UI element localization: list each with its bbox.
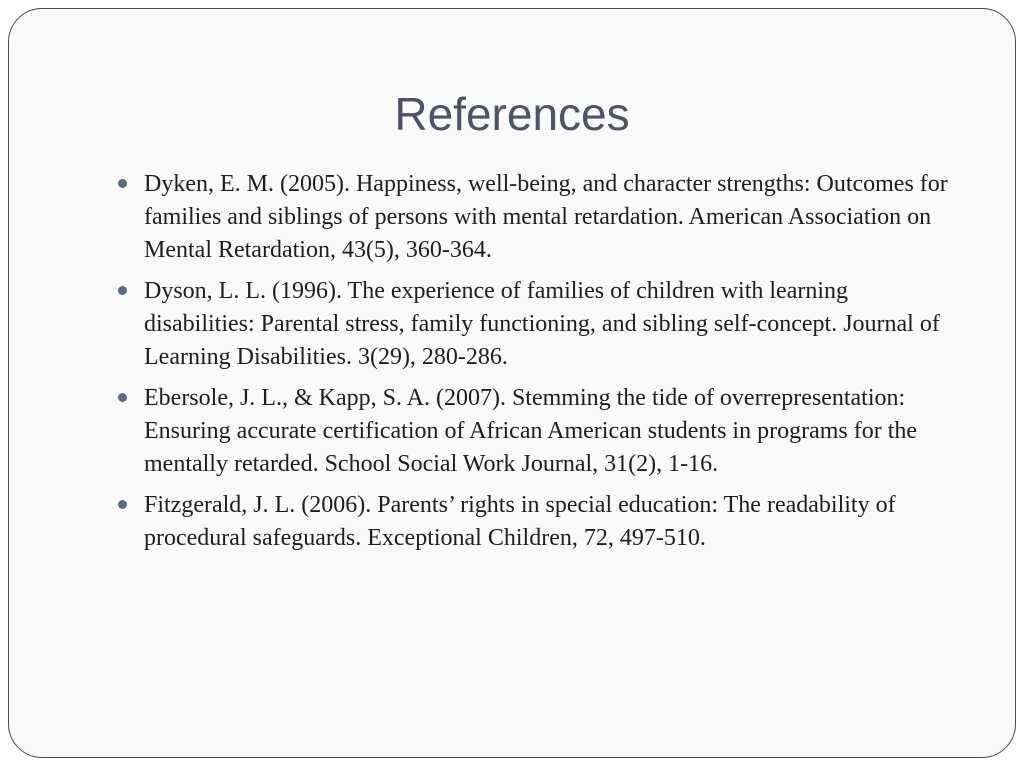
reference-text: Dyken, E. M. (2005). Happiness, well-being, and character strengths: Outcomes for families and siblings of persons with mental retardation. American Association on Mental Retardation, 43(5), 360-364. — [144, 171, 948, 263]
reference-item — [118, 168, 960, 267]
reference-text: Dyson, L. L. (1996). The experience of families of children with learning disabilities: Parental stress, family functioning, and sibling self-concept. Journal of Learning Disabilities. 3(29), 280-286. — [144, 278, 940, 370]
round-bullet-icon — [118, 500, 127, 509]
reference-item — [118, 382, 960, 481]
reference-text: Fitzgerald, J. L. (2006). Parents’ rights in special education: The readability of procedural safeguards. Exceptional Children, 72, 497-510. — [144, 492, 896, 551]
reference-item — [118, 275, 960, 374]
slide-title: References — [394, 88, 630, 140]
round-bullet-icon — [118, 393, 127, 402]
round-bullet-icon — [118, 179, 127, 188]
reference-text: Ebersole, J. L., & Kapp, S. A. (2007). Stemming the tide of overrepresentation: Ensuring accurate certification of African American students in programs for the mentally retarded. School Social Work Journal, 31(2), 1-16. — [144, 385, 918, 477]
reference-list — [118, 168, 960, 563]
reference-item — [118, 489, 960, 555]
round-bullet-icon — [118, 286, 127, 295]
